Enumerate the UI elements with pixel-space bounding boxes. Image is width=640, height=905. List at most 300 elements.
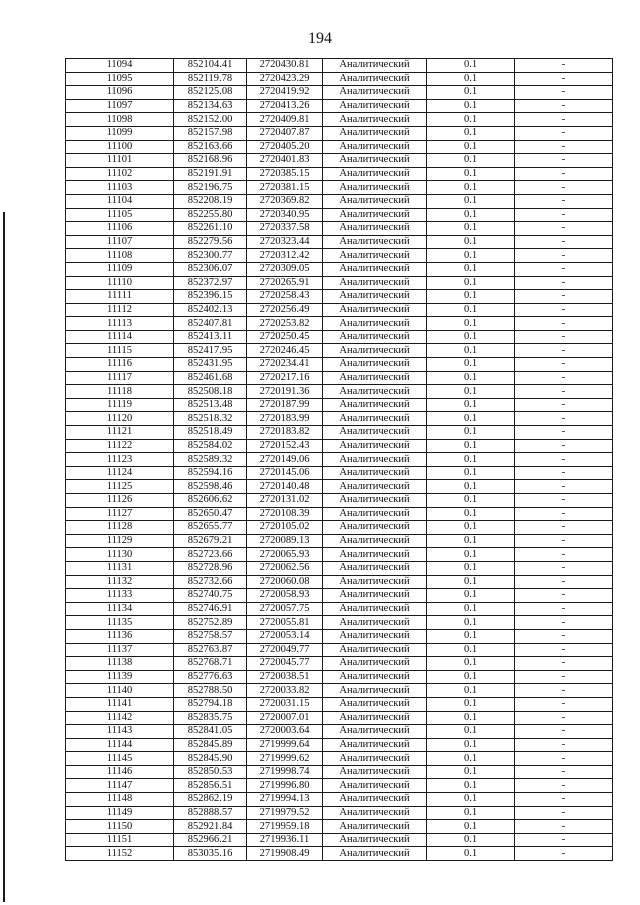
- x-coordinate-cell: 852728.96: [174, 561, 247, 575]
- note-cell: -: [515, 738, 613, 752]
- accuracy-cell: 0.1: [427, 154, 515, 168]
- x-coordinate-cell: 852417.95: [174, 344, 247, 358]
- accuracy-cell: 0.1: [427, 344, 515, 358]
- point-number-cell: 11140: [66, 684, 174, 698]
- table-row: [66, 684, 613, 698]
- y-coordinate-cell: 2719998.74: [247, 765, 323, 779]
- note-cell: -: [515, 59, 613, 73]
- x-coordinate-cell: 852746.91: [174, 602, 247, 616]
- y-coordinate-cell: 2720060.08: [247, 575, 323, 589]
- note-cell: -: [515, 154, 613, 168]
- method-cell: Аналитический: [323, 303, 427, 317]
- note-cell: -: [515, 86, 613, 100]
- point-number-cell: 11151: [66, 833, 174, 847]
- method-cell: Аналитический: [323, 113, 427, 127]
- accuracy-cell: 0.1: [427, 847, 515, 861]
- x-coordinate-cell: 852513.48: [174, 398, 247, 412]
- method-cell: Аналитический: [323, 548, 427, 562]
- method-cell: Аналитический: [323, 616, 427, 630]
- x-coordinate-cell: 852306.07: [174, 262, 247, 276]
- method-cell: Аналитический: [323, 59, 427, 73]
- y-coordinate-cell: 2720140.48: [247, 480, 323, 494]
- table-row: [66, 72, 613, 86]
- x-coordinate-cell: 852119.78: [174, 72, 247, 86]
- method-cell: Аналитический: [323, 725, 427, 739]
- x-coordinate-cell: 852461.68: [174, 371, 247, 385]
- accuracy-cell: 0.1: [427, 317, 515, 331]
- y-coordinate-cell: 2719936.11: [247, 833, 323, 847]
- note-cell: -: [515, 126, 613, 140]
- x-coordinate-cell: 852845.90: [174, 752, 247, 766]
- x-coordinate-cell: 852650.47: [174, 507, 247, 521]
- method-cell: Аналитический: [323, 589, 427, 603]
- point-number-cell: 11095: [66, 72, 174, 86]
- y-coordinate-cell: 2720385.15: [247, 167, 323, 181]
- accuracy-cell: 0.1: [427, 548, 515, 562]
- y-coordinate-cell: 2720049.77: [247, 643, 323, 657]
- method-cell: Аналитический: [323, 752, 427, 766]
- table-row: [66, 126, 613, 140]
- y-coordinate-cell: 2720058.93: [247, 589, 323, 603]
- note-cell: -: [515, 806, 613, 820]
- accuracy-cell: 0.1: [427, 358, 515, 372]
- point-number-cell: 11149: [66, 806, 174, 820]
- point-number-cell: 11134: [66, 602, 174, 616]
- accuracy-cell: 0.1: [427, 752, 515, 766]
- x-coordinate-cell: 852606.62: [174, 494, 247, 508]
- table-row: [66, 820, 613, 834]
- method-cell: Аналитический: [323, 439, 427, 453]
- y-coordinate-cell: 2719999.62: [247, 752, 323, 766]
- note-cell: -: [515, 249, 613, 263]
- point-number-cell: 11098: [66, 113, 174, 127]
- note-cell: -: [515, 670, 613, 684]
- x-coordinate-cell: 852196.75: [174, 181, 247, 195]
- x-coordinate-cell: 852841.05: [174, 725, 247, 739]
- y-coordinate-cell: 2720423.29: [247, 72, 323, 86]
- table-row: [66, 657, 613, 671]
- point-number-cell: 11122: [66, 439, 174, 453]
- point-number-cell: 11152: [66, 847, 174, 861]
- method-cell: Аналитический: [323, 222, 427, 236]
- method-cell: Аналитический: [323, 330, 427, 344]
- x-coordinate-cell: 852508.18: [174, 385, 247, 399]
- x-coordinate-cell: 852407.81: [174, 317, 247, 331]
- method-cell: Аналитический: [323, 140, 427, 154]
- table-row: [66, 466, 613, 480]
- y-coordinate-cell: 2719959.18: [247, 820, 323, 834]
- table-row: [66, 793, 613, 807]
- note-cell: -: [515, 711, 613, 725]
- table-row: [66, 806, 613, 820]
- table-row: [66, 249, 613, 263]
- note-cell: -: [515, 833, 613, 847]
- page-number: 194: [308, 30, 332, 47]
- method-cell: Аналитический: [323, 643, 427, 657]
- method-cell: Аналитический: [323, 480, 427, 494]
- accuracy-cell: 0.1: [427, 290, 515, 304]
- method-cell: Аналитический: [323, 629, 427, 643]
- accuracy-cell: 0.1: [427, 670, 515, 684]
- accuracy-cell: 0.1: [427, 249, 515, 263]
- point-number-cell: 11114: [66, 330, 174, 344]
- method-cell: Аналитический: [323, 453, 427, 467]
- table-row: [66, 833, 613, 847]
- x-coordinate-cell: 852134.63: [174, 99, 247, 113]
- accuracy-cell: 0.1: [427, 589, 515, 603]
- point-number-cell: 11119: [66, 398, 174, 412]
- note-cell: -: [515, 113, 613, 127]
- x-coordinate-cell: 852732.66: [174, 575, 247, 589]
- accuracy-cell: 0.1: [427, 126, 515, 140]
- method-cell: Аналитический: [323, 779, 427, 793]
- table-row: [66, 181, 613, 195]
- y-coordinate-cell: 2720105.02: [247, 521, 323, 535]
- method-cell: Аналитический: [323, 765, 427, 779]
- note-cell: -: [515, 561, 613, 575]
- note-cell: -: [515, 575, 613, 589]
- note-cell: -: [515, 752, 613, 766]
- note-cell: -: [515, 398, 613, 412]
- point-number-cell: 11144: [66, 738, 174, 752]
- x-coordinate-cell: 852921.84: [174, 820, 247, 834]
- accuracy-cell: 0.1: [427, 833, 515, 847]
- note-cell: -: [515, 697, 613, 711]
- x-coordinate-cell: 852794.18: [174, 697, 247, 711]
- x-coordinate-cell: 852598.46: [174, 480, 247, 494]
- point-number-cell: 11096: [66, 86, 174, 100]
- method-cell: Аналитический: [323, 575, 427, 589]
- point-number-cell: 11142: [66, 711, 174, 725]
- accuracy-cell: 0.1: [427, 480, 515, 494]
- accuracy-cell: 0.1: [427, 303, 515, 317]
- note-cell: -: [515, 426, 613, 440]
- point-number-cell: 11094: [66, 59, 174, 73]
- method-cell: Аналитический: [323, 290, 427, 304]
- accuracy-cell: 0.1: [427, 779, 515, 793]
- accuracy-cell: 0.1: [427, 765, 515, 779]
- method-cell: Аналитический: [323, 126, 427, 140]
- method-cell: Аналитический: [323, 494, 427, 508]
- y-coordinate-cell: 2719999.64: [247, 738, 323, 752]
- table-row: [66, 752, 613, 766]
- method-cell: Аналитический: [323, 534, 427, 548]
- accuracy-cell: 0.1: [427, 697, 515, 711]
- table-row: [66, 779, 613, 793]
- method-cell: Аналитический: [323, 262, 427, 276]
- y-coordinate-cell: 2720149.06: [247, 453, 323, 467]
- point-number-cell: 11146: [66, 765, 174, 779]
- y-coordinate-cell: 2720340.95: [247, 208, 323, 222]
- point-number-cell: 11136: [66, 629, 174, 643]
- y-coordinate-cell: 2720217.16: [247, 371, 323, 385]
- margin-rule: [3, 212, 5, 902]
- note-cell: -: [515, 847, 613, 861]
- x-coordinate-cell: 852768.71: [174, 657, 247, 671]
- y-coordinate-cell: 2720053.14: [247, 629, 323, 643]
- y-coordinate-cell: 2720246.45: [247, 344, 323, 358]
- accuracy-cell: 0.1: [427, 521, 515, 535]
- x-coordinate-cell: 852261.10: [174, 222, 247, 236]
- point-number-cell: 11104: [66, 194, 174, 208]
- y-coordinate-cell: 2720108.39: [247, 507, 323, 521]
- method-cell: Аналитический: [323, 344, 427, 358]
- x-coordinate-cell: 852396.15: [174, 290, 247, 304]
- x-coordinate-cell: 852125.08: [174, 86, 247, 100]
- x-coordinate-cell: 852208.19: [174, 194, 247, 208]
- point-number-cell: 11150: [66, 820, 174, 834]
- note-cell: -: [515, 181, 613, 195]
- x-coordinate-cell: 852763.87: [174, 643, 247, 657]
- note-cell: -: [515, 765, 613, 779]
- y-coordinate-cell: 2720131.02: [247, 494, 323, 508]
- method-cell: Аналитический: [323, 249, 427, 263]
- point-number-cell: 11127: [66, 507, 174, 521]
- point-number-cell: 11105: [66, 208, 174, 222]
- y-coordinate-cell: 2720309.05: [247, 262, 323, 276]
- table-row: [66, 317, 613, 331]
- method-cell: Аналитический: [323, 358, 427, 372]
- x-coordinate-cell: 852888.57: [174, 806, 247, 820]
- note-cell: -: [515, 548, 613, 562]
- table-row: [66, 303, 613, 317]
- x-coordinate-cell: 852518.49: [174, 426, 247, 440]
- note-cell: -: [515, 589, 613, 603]
- point-number-cell: 11097: [66, 99, 174, 113]
- method-cell: Аналитический: [323, 371, 427, 385]
- y-coordinate-cell: 2720031.15: [247, 697, 323, 711]
- table-row: [66, 575, 613, 589]
- note-cell: -: [515, 412, 613, 426]
- table-row: [66, 99, 613, 113]
- y-coordinate-cell: 2720003.64: [247, 725, 323, 739]
- y-coordinate-cell: 2720381.15: [247, 181, 323, 195]
- method-cell: Аналитический: [323, 521, 427, 535]
- method-cell: Аналитический: [323, 154, 427, 168]
- table-row: [66, 358, 613, 372]
- table-row: [66, 330, 613, 344]
- method-cell: Аналитический: [323, 466, 427, 480]
- y-coordinate-cell: 2720419.92: [247, 86, 323, 100]
- y-coordinate-cell: 2720065.93: [247, 548, 323, 562]
- y-coordinate-cell: 2720312.42: [247, 249, 323, 263]
- y-coordinate-cell: 2720256.49: [247, 303, 323, 317]
- point-number-cell: 11135: [66, 616, 174, 630]
- note-cell: -: [515, 629, 613, 643]
- point-number-cell: 11101: [66, 154, 174, 168]
- x-coordinate-cell: 852788.50: [174, 684, 247, 698]
- table-row: [66, 711, 613, 725]
- note-cell: -: [515, 684, 613, 698]
- note-cell: -: [515, 290, 613, 304]
- accuracy-cell: 0.1: [427, 820, 515, 834]
- point-number-cell: 11099: [66, 126, 174, 140]
- method-cell: Аналитический: [323, 317, 427, 331]
- table-row: [66, 725, 613, 739]
- y-coordinate-cell: 2720062.56: [247, 561, 323, 575]
- y-coordinate-cell: 2720250.45: [247, 330, 323, 344]
- table-row: [66, 235, 613, 249]
- y-coordinate-cell: 2720038.51: [247, 670, 323, 684]
- accuracy-cell: 0.1: [427, 140, 515, 154]
- method-cell: Аналитический: [323, 194, 427, 208]
- table-row: [66, 222, 613, 236]
- table-row: [66, 344, 613, 358]
- x-coordinate-cell: 852279.56: [174, 235, 247, 249]
- x-coordinate-cell: 852594.16: [174, 466, 247, 480]
- accuracy-cell: 0.1: [427, 616, 515, 630]
- note-cell: -: [515, 439, 613, 453]
- method-cell: Аналитический: [323, 99, 427, 113]
- point-number-cell: 11141: [66, 697, 174, 711]
- point-number-cell: 11126: [66, 494, 174, 508]
- method-cell: Аналитический: [323, 507, 427, 521]
- method-cell: Аналитический: [323, 684, 427, 698]
- note-cell: -: [515, 820, 613, 834]
- y-coordinate-cell: 2720007.01: [247, 711, 323, 725]
- point-number-cell: 11116: [66, 358, 174, 372]
- method-cell: Аналитический: [323, 412, 427, 426]
- x-coordinate-cell: 852752.89: [174, 616, 247, 630]
- y-coordinate-cell: 2720430.81: [247, 59, 323, 73]
- note-cell: -: [515, 72, 613, 86]
- table-row: [66, 521, 613, 535]
- point-number-cell: 11132: [66, 575, 174, 589]
- point-number-cell: 11123: [66, 453, 174, 467]
- x-coordinate-cell: 852655.77: [174, 521, 247, 535]
- table-row: [66, 589, 613, 603]
- x-coordinate-cell: 852191.91: [174, 167, 247, 181]
- method-cell: Аналитический: [323, 86, 427, 100]
- x-coordinate-cell: 852372.97: [174, 276, 247, 290]
- note-cell: -: [515, 358, 613, 372]
- x-coordinate-cell: 852255.80: [174, 208, 247, 222]
- table-row: [66, 453, 613, 467]
- table-row: [66, 548, 613, 562]
- table-row: [66, 276, 613, 290]
- coordinates-table: [65, 58, 613, 861]
- accuracy-cell: 0.1: [427, 262, 515, 276]
- table-row: [66, 167, 613, 181]
- y-coordinate-cell: 2719996.80: [247, 779, 323, 793]
- table-row: [66, 59, 613, 73]
- method-cell: Аналитический: [323, 167, 427, 181]
- point-number-cell: 11133: [66, 589, 174, 603]
- method-cell: Аналитический: [323, 398, 427, 412]
- point-number-cell: 11125: [66, 480, 174, 494]
- table-row: [66, 86, 613, 100]
- note-cell: -: [515, 276, 613, 290]
- note-cell: -: [515, 657, 613, 671]
- accuracy-cell: 0.1: [427, 412, 515, 426]
- accuracy-cell: 0.1: [427, 725, 515, 739]
- x-coordinate-cell: 853035.16: [174, 847, 247, 861]
- note-cell: -: [515, 371, 613, 385]
- accuracy-cell: 0.1: [427, 99, 515, 113]
- x-coordinate-cell: 852584.02: [174, 439, 247, 453]
- y-coordinate-cell: 2720337.58: [247, 222, 323, 236]
- table-row: [66, 847, 613, 861]
- y-coordinate-cell: 2720057.75: [247, 602, 323, 616]
- point-number-cell: 11109: [66, 262, 174, 276]
- y-coordinate-cell: 2720253.82: [247, 317, 323, 331]
- accuracy-cell: 0.1: [427, 194, 515, 208]
- accuracy-cell: 0.1: [427, 439, 515, 453]
- point-number-cell: 11148: [66, 793, 174, 807]
- note-cell: -: [515, 208, 613, 222]
- table-row: [66, 629, 613, 643]
- point-number-cell: 11100: [66, 140, 174, 154]
- x-coordinate-cell: 852850.53: [174, 765, 247, 779]
- table-row: [66, 426, 613, 440]
- method-cell: Аналитический: [323, 235, 427, 249]
- accuracy-cell: 0.1: [427, 602, 515, 616]
- y-coordinate-cell: 2720045.77: [247, 657, 323, 671]
- table-row: [66, 507, 613, 521]
- note-cell: -: [515, 466, 613, 480]
- y-coordinate-cell: 2720183.99: [247, 412, 323, 426]
- table-row: [66, 480, 613, 494]
- y-coordinate-cell: 2720152.43: [247, 439, 323, 453]
- point-number-cell: 11129: [66, 534, 174, 548]
- point-number-cell: 11137: [66, 643, 174, 657]
- accuracy-cell: 0.1: [427, 181, 515, 195]
- note-cell: -: [515, 779, 613, 793]
- accuracy-cell: 0.1: [427, 684, 515, 698]
- x-coordinate-cell: 852856.51: [174, 779, 247, 793]
- point-number-cell: 11130: [66, 548, 174, 562]
- accuracy-cell: 0.1: [427, 276, 515, 290]
- accuracy-cell: 0.1: [427, 235, 515, 249]
- method-cell: Аналитический: [323, 72, 427, 86]
- note-cell: -: [515, 616, 613, 630]
- accuracy-cell: 0.1: [427, 208, 515, 222]
- note-cell: -: [515, 194, 613, 208]
- note-cell: -: [515, 99, 613, 113]
- note-cell: -: [515, 521, 613, 535]
- accuracy-cell: 0.1: [427, 466, 515, 480]
- y-coordinate-cell: 2720033.82: [247, 684, 323, 698]
- table-row: [66, 194, 613, 208]
- method-cell: Аналитический: [323, 738, 427, 752]
- x-coordinate-cell: 852413.11: [174, 330, 247, 344]
- method-cell: Аналитический: [323, 208, 427, 222]
- note-cell: -: [515, 385, 613, 399]
- accuracy-cell: 0.1: [427, 72, 515, 86]
- accuracy-cell: 0.1: [427, 643, 515, 657]
- table-row: [66, 670, 613, 684]
- note-cell: -: [515, 602, 613, 616]
- note-cell: -: [515, 507, 613, 521]
- x-coordinate-cell: 852862.19: [174, 793, 247, 807]
- note-cell: -: [515, 303, 613, 317]
- accuracy-cell: 0.1: [427, 657, 515, 671]
- y-coordinate-cell: 2720187.99: [247, 398, 323, 412]
- note-cell: -: [515, 793, 613, 807]
- y-coordinate-cell: 2720407.87: [247, 126, 323, 140]
- note-cell: -: [515, 453, 613, 467]
- note-cell: -: [515, 235, 613, 249]
- x-coordinate-cell: 852104.41: [174, 59, 247, 73]
- accuracy-cell: 0.1: [427, 222, 515, 236]
- accuracy-cell: 0.1: [427, 806, 515, 820]
- x-coordinate-cell: 852152.00: [174, 113, 247, 127]
- point-number-cell: 11106: [66, 222, 174, 236]
- method-cell: Аналитический: [323, 697, 427, 711]
- accuracy-cell: 0.1: [427, 711, 515, 725]
- table-row: [66, 208, 613, 222]
- method-cell: Аналитический: [323, 806, 427, 820]
